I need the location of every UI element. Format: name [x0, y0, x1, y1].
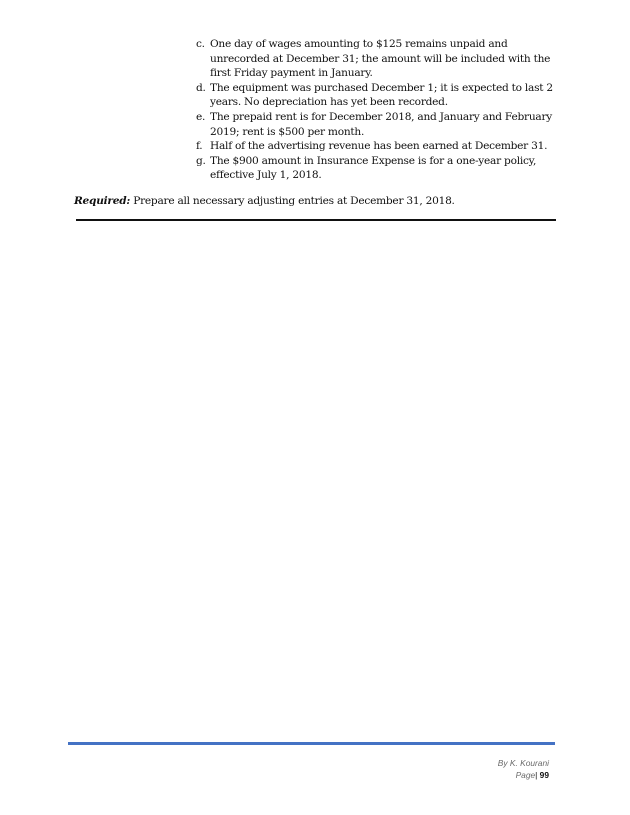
list-item-e — [196, 110, 556, 139]
list-item-d — [196, 81, 556, 110]
item-text: The $900 amount in Insurance Expense is for a one-year policy, effective July 1, 2018. — [210, 154, 537, 182]
item-text: One day of wages amounting to $125 remains unpaid and unrecorded at December 31; the amount will be included with the first Friday payment in January. — [210, 38, 551, 80]
item-letter: d. — [196, 81, 206, 94]
item-letter: e. — [196, 110, 206, 123]
item-letter: f. — [196, 140, 203, 153]
required-instruction — [74, 194, 554, 209]
item-text: Half of the advertising revenue has been earned at December 31. — [210, 140, 548, 153]
item-text: The prepaid rent is for December 2018, and January and February 2019; rent is $500 per month. — [210, 110, 553, 138]
list-item-g — [196, 154, 556, 183]
adjustment-items-list — [196, 37, 556, 183]
required-label: Required: — [74, 195, 131, 207]
page-footer — [498, 757, 549, 781]
footer-page-line — [498, 769, 549, 781]
page-number: 99 — [539, 770, 549, 780]
footer-author: By K. Kourani — [497, 758, 549, 768]
required-text: Prepare all necessary adjusting entries at December 31, 2018. — [130, 195, 455, 207]
item-letter: c. — [196, 38, 205, 50]
answer-divider — [76, 219, 556, 221]
list-item-f — [196, 139, 556, 154]
footer-rule — [68, 742, 555, 745]
footer-page-label: Page — [515, 770, 536, 780]
list-item-c — [196, 37, 556, 81]
item-letter: g. — [196, 154, 206, 167]
item-text: The equipment was purchased December 1; it is expected to last 2 years. No depreciation has yet been recorded. — [210, 81, 553, 109]
footer-separator: | — [535, 770, 538, 780]
